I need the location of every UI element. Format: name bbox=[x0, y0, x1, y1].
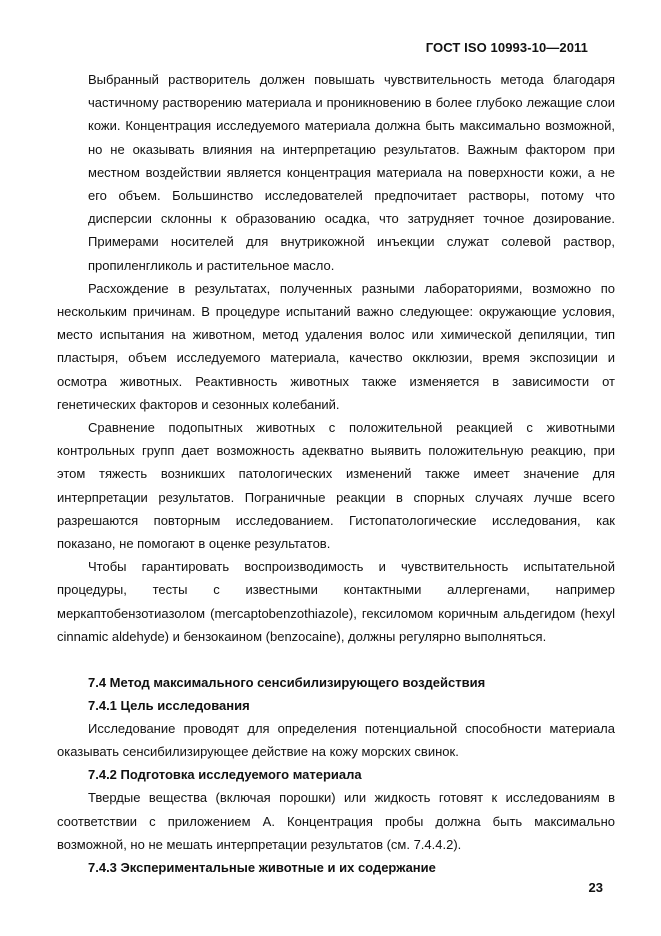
subsection-heading-7-4-3: 7.4.3 Экспериментальные животные и их содержание bbox=[88, 860, 436, 876]
paragraph-solvent bbox=[57, 68, 615, 277]
paragraph-solvent-text: Выбранный растворитель должен повышать чувствительность метода благодаря частичному растворению материала и проникновению в более глубоко лежащие слои кожи. Концентрация исследуемого материала должна быть максимально возможной, но не оказывать влияния на интерпретацию результатов. Важным фактором при местном воздействии является концентрация материала на поверхности кожи, а не его объем. Большинство исследователей предпочитает растворы, потому что дисперсии склонны к образованию осадка, что затрудняет точное дозирование. Примерами носителей для внутрикожной инъекции служат солевой раствор, пропиленгликоль и растительное масло. bbox=[88, 72, 615, 273]
paragraph-discrepancy: Расхождение в результатах, полученных разными лабораториями, возможно по нескольким причинам. В процедуре испытаний важно следующее: окружающие условия, место испытания на животном, метод удаления волос или химической депиляции, тип пластыря, объем исследуемого материала, качество окклюзии, время экспозиции и осмотра животных. Реактивность животных также изменяется в зависимости от генетических факторов и сезонных колебаний. bbox=[57, 280, 615, 412]
paragraph-reproducibility: Чтобы гарантировать воспроизводимость и чувствительность испытательной процедуры, тесты с известными контактными аллергенами, например меркаптобензотиазолом (mercaptobenzothiazole), гексиломом коричным альдегидом (hexyl cinnamic aldehyde) и бензокаином (benzocaine), должны регулярно выполняться. bbox=[57, 559, 615, 644]
spacer bbox=[88, 648, 615, 671]
paragraph-comparison: Сравнение подопытных животных с положительной реакцией с животными контрольных групп дает возможность адекватно выявить положительную реакцию, при этом тяжесть возникших патологических изменений также имеет значение для интерпретации результатов. Пограничные реакции в спорных случаях лучше всего разрешаются повторным исследованием. Гистопатологические исследования, как показано, не помогают в оценке результатов. bbox=[57, 420, 615, 552]
subsection-heading-7-4-1: 7.4.1 Цель исследования bbox=[88, 698, 250, 714]
page-number: 23 bbox=[588, 880, 603, 895]
paragraph-7-4-1: Исследование проводят для определения потенциальной способности материала оказывать сенсибилизирующее действие на кожу морских свинок. bbox=[57, 721, 615, 760]
paragraph-7-4-2: Твердые вещества (включая порошки) или жидкость готовят к исследованиям в соответствии с приложением А. Концентрация пробы должна быть максимально возможной, но не мешать интерпретации результатов (см. 7.4.4.2). bbox=[57, 790, 615, 852]
page-body bbox=[57, 68, 615, 879]
subsection-heading-7-4-2: 7.4.2 Подготовка исследуемого материала bbox=[88, 767, 362, 783]
section-heading-7-4: 7.4 Метод максимального сенсибилизирующего воздействия bbox=[88, 675, 486, 691]
document-header: ГОСТ ISO 10993-10—2011 bbox=[425, 40, 588, 55]
